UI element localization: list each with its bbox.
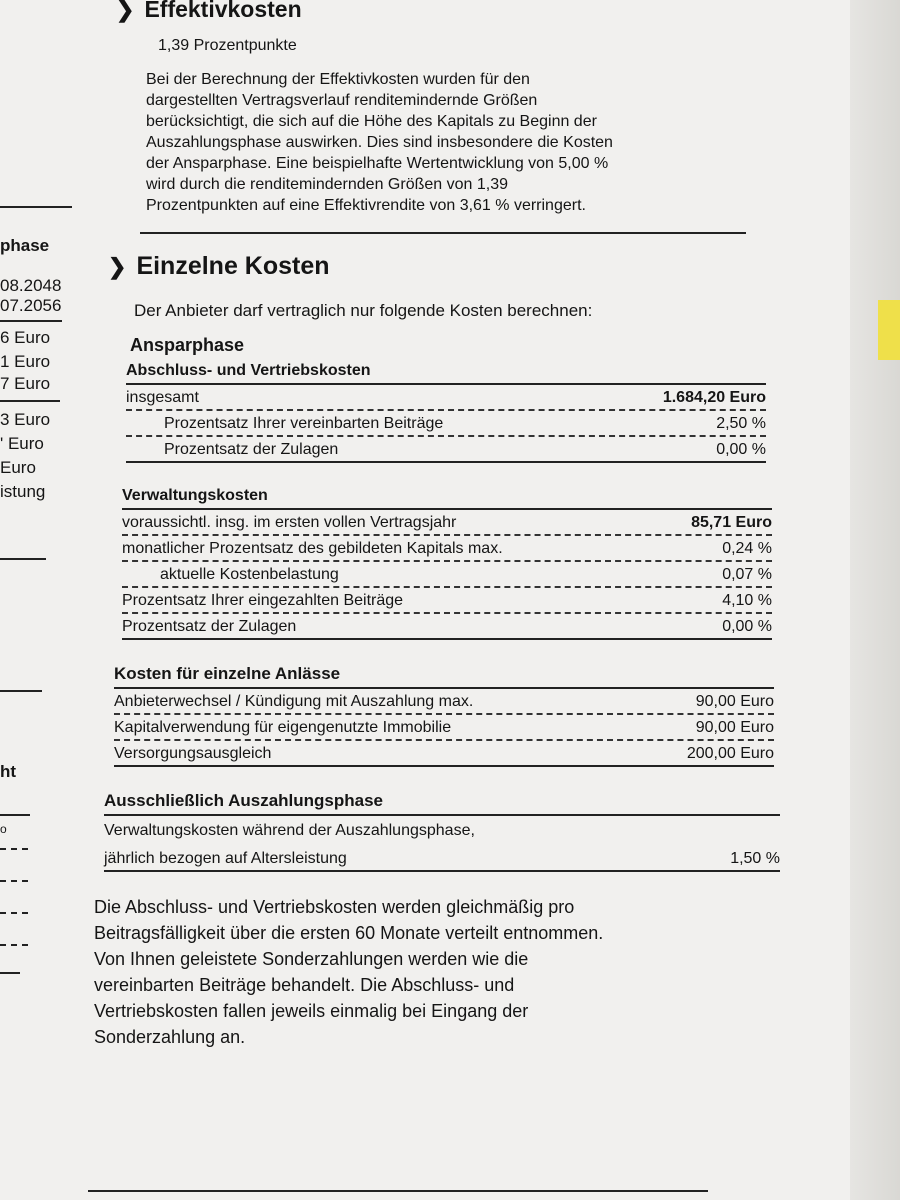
page-edge-shadow xyxy=(850,0,900,1200)
paragraph-line: Sonderzahlung an. xyxy=(94,1027,246,1047)
left-text-date1: 08.2048 xyxy=(0,276,62,295)
anlaesse-title: Kosten für einzelne Anlässe xyxy=(114,664,774,689)
paragraph-line: Beitragsfälligkeit über die ersten 60 Monate verteilt entnommen. xyxy=(94,923,604,943)
chevron-right-icon: ❯ xyxy=(116,0,135,22)
abschluss-title: Abschluss- und Vertriebskosten xyxy=(126,362,766,385)
row-value: 200,00 Euro xyxy=(686,745,774,762)
bottom-rule xyxy=(88,1190,708,1192)
left-text-e3: 7 Euro xyxy=(0,374,51,393)
row-value: 85,71 Euro xyxy=(691,514,772,531)
table-row xyxy=(122,588,772,614)
left-rule xyxy=(0,690,42,692)
einzelne-kosten-title: Einzelne Kosten xyxy=(136,252,330,280)
table-row xyxy=(114,689,774,715)
left-rule xyxy=(0,972,20,974)
row-value: 1,50 % xyxy=(730,850,780,867)
row-value: 90,00 Euro xyxy=(695,693,774,710)
yellow-paper-edge xyxy=(878,300,900,360)
effektivkosten-paragraph xyxy=(146,69,746,216)
left-dash xyxy=(0,848,28,850)
einzelne-kosten-intro: Der Anbieter darf vertraglich nur folgende Kosten berechnen: xyxy=(134,301,593,320)
row-label: insgesamt xyxy=(126,389,199,406)
left-text-e4: 3 Euro xyxy=(0,410,51,429)
table-row xyxy=(126,437,766,463)
left-rule xyxy=(0,814,30,816)
left-text-e1: 6 Euro xyxy=(0,328,51,347)
row-label: aktuelle Kostenbelastung xyxy=(160,566,339,583)
left-text-phase: phase xyxy=(0,236,50,255)
closing-paragraph xyxy=(94,894,774,1050)
left-page-fragment xyxy=(0,0,80,1200)
row-value: 2,50 % xyxy=(716,415,766,432)
paragraph-line: Von Ihnen geleistete Sonderzahlungen werden wie die xyxy=(94,949,529,969)
table-row xyxy=(122,562,772,588)
auszahlung-table xyxy=(104,791,780,872)
row-label: Prozentsatz der Zulagen xyxy=(122,618,297,635)
left-text-e6: Euro xyxy=(0,458,36,477)
row-label: Prozentsatz der Zulagen xyxy=(164,441,339,458)
left-text-mark: o xyxy=(0,822,7,836)
row-label: Prozentsatz Ihrer eingezahlten Beiträge xyxy=(122,592,404,609)
row-value: 0,00 % xyxy=(722,618,772,635)
left-text-date2: 07.2056 xyxy=(0,296,62,315)
row-label: Prozentsatz Ihrer vereinbarten Beiträge xyxy=(164,415,444,432)
paragraph-line: Bei der Berechnung der Effektivkosten wurden für den xyxy=(146,71,530,88)
abschluss-table xyxy=(126,362,766,463)
left-text-e5: ' Euro xyxy=(0,434,44,453)
effektivkosten-title: Effektivkosten xyxy=(144,0,302,22)
left-dash xyxy=(0,880,28,882)
row-label: Verwaltungskosten während der Auszahlungsphase, xyxy=(104,822,475,839)
paragraph-line: dargestellten Vertragsverlauf renditemindernde Größen xyxy=(146,92,538,109)
row-label: jährlich bezogen auf Altersleistung xyxy=(104,850,347,867)
left-rule xyxy=(0,558,46,560)
row-value: 90,00 Euro xyxy=(695,719,774,736)
verwaltung-title: Verwaltungskosten xyxy=(122,487,772,510)
left-text-e2: 1 Euro xyxy=(0,352,51,371)
section-divider xyxy=(140,232,746,234)
row-label: Kapitalverwendung für eigengenutzte Immobilie xyxy=(114,719,452,736)
left-dash xyxy=(0,944,28,946)
table-row xyxy=(122,510,772,536)
paragraph-line: Prozentpunkten auf eine Effektivrendite von 3,61 % verringert. xyxy=(146,197,586,214)
document-page xyxy=(88,0,788,1050)
verwaltung-table xyxy=(122,487,772,640)
paragraph-line: Die Abschluss- und Vertriebskosten werden gleichmäßig pro xyxy=(94,897,575,917)
left-text-e7: istung xyxy=(0,482,46,501)
paragraph-line: der Ansparphase. Eine beispielhafte Wertentwicklung von 5,00 % xyxy=(146,155,609,172)
paragraph-line: vereinbarten Beiträge behandelt. Die Abschluss- und xyxy=(94,975,515,995)
table-row xyxy=(126,385,766,411)
row-value: 0,24 % xyxy=(722,540,772,557)
table-row xyxy=(114,741,774,767)
paragraph-line: berücksichtigt, die sich auf die Höhe des Kapitals zu Beginn der xyxy=(146,113,597,130)
left-rule xyxy=(0,400,60,402)
left-rule xyxy=(0,320,62,322)
einzelne-kosten-heading xyxy=(108,252,788,281)
table-row xyxy=(114,715,774,741)
row-label: Anbieterwechsel / Kündigung mit Auszahlung max. xyxy=(114,693,474,710)
row-value: 0,00 % xyxy=(716,441,766,458)
paragraph-line: Auszahlungsphase auswirken. Dies sind insbesondere die Kosten xyxy=(146,134,613,151)
left-dash xyxy=(0,912,28,914)
row-label: voraussichtl. insg. im ersten vollen Vertragsjahr xyxy=(122,514,457,531)
auszahlung-title: Ausschließlich Auszahlungsphase xyxy=(104,791,780,816)
ansparphase-heading: Ansparphase xyxy=(130,335,245,355)
row-value: 0,07 % xyxy=(722,566,772,583)
anlaesse-table xyxy=(114,664,774,767)
paragraph-line: wird durch die renditemindernden Größen von 1,39 xyxy=(146,176,508,193)
table-row xyxy=(122,536,772,562)
row-value: 4,10 % xyxy=(722,592,772,609)
row-label: monatlicher Prozentsatz des gebildeten Kapitals max. xyxy=(122,540,503,557)
table-row xyxy=(122,614,772,640)
effektivkosten-value: 1,39 Prozentpunkte xyxy=(158,37,297,54)
effektivkosten-heading xyxy=(116,0,788,23)
table-row xyxy=(126,411,766,437)
left-text-ht: ht xyxy=(0,762,17,781)
table-row xyxy=(104,842,780,872)
paragraph-line: Vertriebskosten fallen jeweils einmalig bei Eingang der xyxy=(94,1001,529,1021)
row-value: 1.684,20 Euro xyxy=(662,389,766,406)
table-row xyxy=(104,816,780,842)
row-label: Versorgungsausgleich xyxy=(114,745,272,762)
chevron-right-icon: ❯ xyxy=(108,254,127,279)
left-rule xyxy=(0,206,72,208)
